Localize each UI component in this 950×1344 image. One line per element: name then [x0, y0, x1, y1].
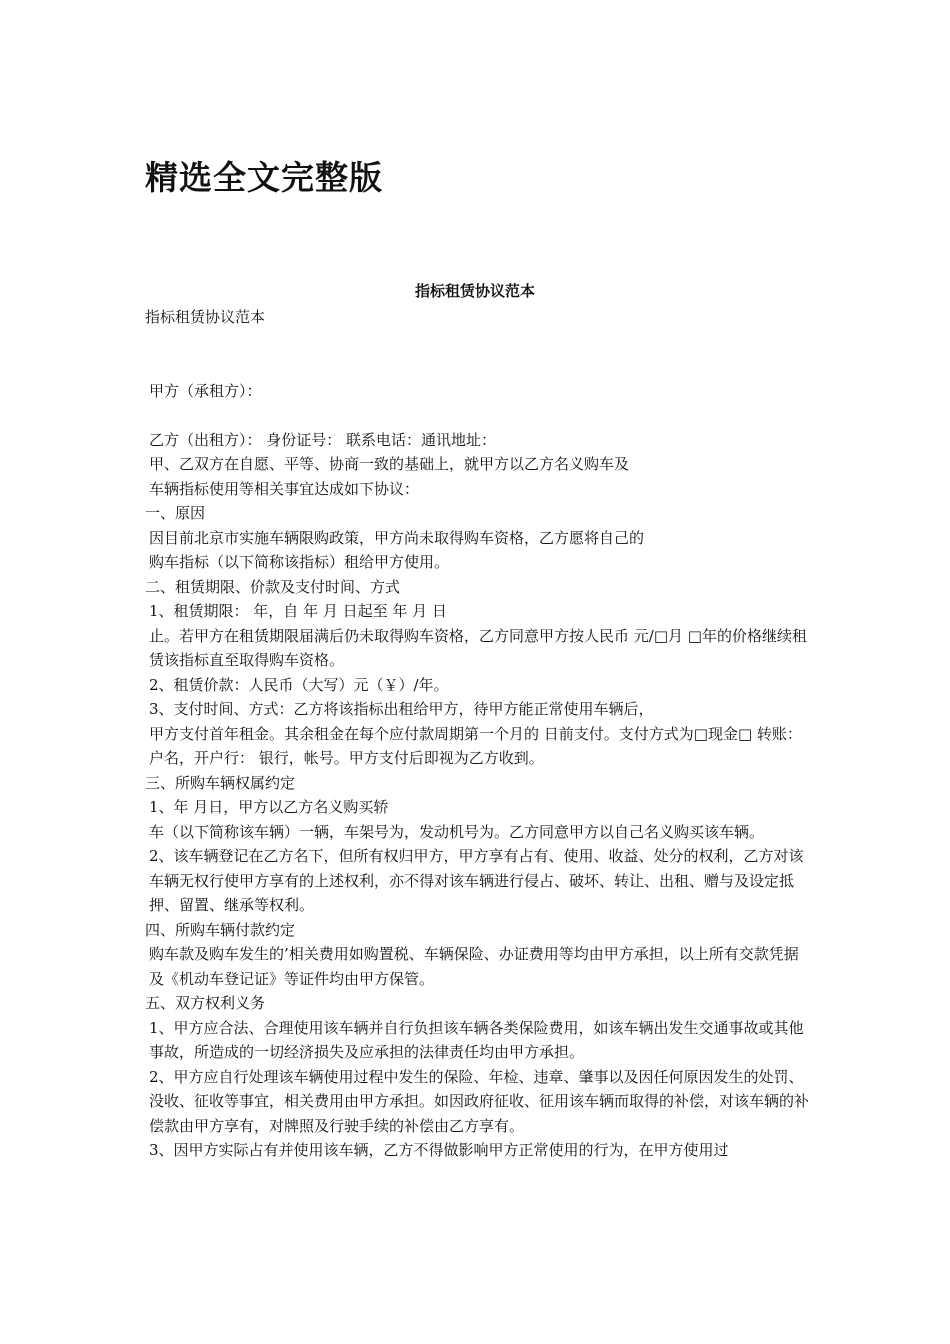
- document-title: 指标租赁协议范本: [414, 282, 535, 300]
- section-heading-3: 三、所购车辆权属约定: [145, 773, 296, 792]
- paragraph: 1、租赁期限： 年，自 年 月 日起至 年 月 日: [149, 602, 447, 620]
- paragraph: 因目前北京市实施车辆限购政策，甲方尚未取得购车资格，乙方愿将自己的: [149, 528, 645, 547]
- paragraph: 1、年 月日，甲方以乙方名义购买轿: [149, 798, 389, 816]
- section-heading-2: 二、租赁期限、价款及支付时间、方式: [145, 577, 401, 596]
- section-heading-1: 一、原因: [145, 504, 206, 522]
- paragraph: 1、甲方应合法、合理使用该车辆并自行负担该车辆各类保险费用，如该车辆出发生交通事故或其他事故，所造成的一切经济损失及应承担的法律责任均由甲方承担。: [149, 1018, 804, 1061]
- paragraph: 3、因甲方实际占有并使用该车辆，乙方不得做影响甲方正常使用的行为，在甲方使用过: [149, 1141, 729, 1159]
- paragraph: 购车款及购车发生的’相关费用如购置税、车辆保险、办证费用等均由甲方承担，以上所有交款凭据及《机动车登记证》等证件均由甲方保管。: [149, 945, 799, 988]
- document-subtitle: 指标租赁协议范本: [145, 308, 266, 326]
- paragraph-party-a: 甲方（承租方）：: [149, 381, 262, 400]
- paragraph: 甲、乙双方在自愿、平等、协商一致的基础上，就甲方以乙方名义购车及: [149, 455, 630, 473]
- paragraph: 车（以下简称该车辆）一辆，车架号为，发动机号为。乙方同意甲方以自己名义购买该车辆。: [149, 822, 765, 841]
- paragraph: 止。若甲方在租赁期限届满后仍未取得购车资格，乙方同意甲方按人民币 元/□月 □年的价格继续租赁该指标直至取得购车资格。: [149, 626, 807, 669]
- paragraph: 2、该车辆登记在乙方名下，但所有权归甲方，甲方享有占有、使用、收益、处分的权利，乙方对该车辆无权行使甲方享有的上述权利，亦不得对该车辆进行侵占、破坏、转让、出租、赠与及设定抵押、留置、继承等权利。: [149, 847, 804, 914]
- paragraph: 2、甲方应自行处理该车辆使用过程中发生的保险、年检、违章、肇事以及因任何原因发生的处罚、没收、征收等事宜，相关费用由甲方承担。如因政府征收、征用该车辆而取得的补偿，对该车辆的补偿款由甲方享有，对牌照及行驶手续的补偿由乙方享有。: [149, 1067, 810, 1135]
- paragraph: 3、支付时间、方式：乙方将该指标出租给甲方，待甲方能正常使用车辆后，: [149, 700, 654, 718]
- paragraph: 甲方支付首年租金。其余租金在每个应付款周期第一个月的 日前支付。支付方式为□现金□ 转账：户名，开户行： 银行，帐号。甲方支付后即视为乙方收到。: [149, 724, 802, 767]
- paragraph: 2、租赁价款：人民币（大写）元（￥）/年。: [149, 675, 449, 694]
- paragraph-party-b: 乙方（出租方）： 身份证号： 联系电话：通讯地址：: [149, 430, 497, 449]
- section-heading-4: 四、所购车辆付款约定: [145, 920, 296, 939]
- document-body: [145, 305, 809, 1163]
- paragraph: 车辆指标使用等相关事宜达成如下协议：: [149, 479, 420, 498]
- banner-heading: 精选全文完整版: [145, 158, 383, 197]
- paragraph: 购车指标（以下简称该指标）租给甲方使用。: [149, 553, 450, 571]
- section-heading-5: 五、双方权利义务: [145, 994, 266, 1012]
